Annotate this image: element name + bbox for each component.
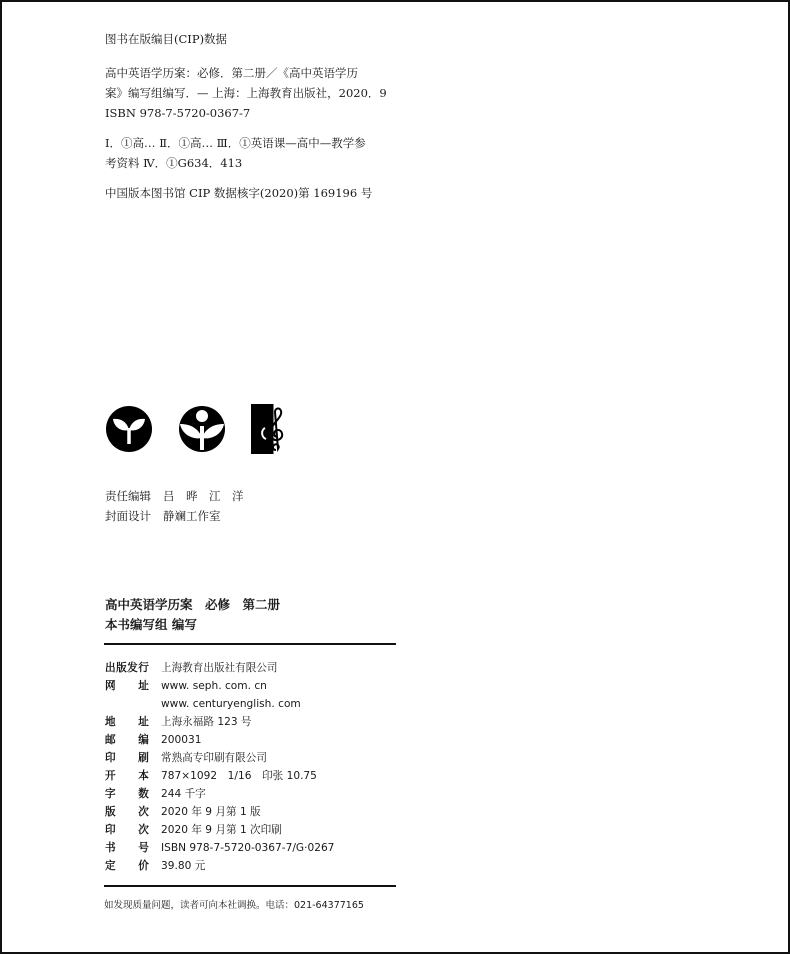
imprint-label: 定 价 <box>105 860 150 872</box>
imprint-row <box>105 839 334 857</box>
credit-label: 封面设计 <box>105 509 151 523</box>
imprint-label: 字 数 <box>105 788 150 800</box>
credit-label: 责任编辑 <box>105 489 151 503</box>
imprint-label: 网 址 <box>105 680 150 692</box>
imprint-value: www. centuryenglish. com <box>161 698 301 710</box>
publisher-sprout-logo <box>105 404 153 454</box>
cip-classification-line-2: 考资料 Ⅳ．①G634．413 <box>105 156 243 170</box>
return-notice: 如发现质量问题，读者可向本社调换。电话：021-64377165 <box>104 900 364 911</box>
book-author: 本书编写组 编写 <box>105 617 197 632</box>
imprint-row <box>105 713 334 731</box>
imprint-table <box>105 659 334 875</box>
imprint-value: 常熟高专印刷有限公司 <box>161 752 267 764</box>
imprint-row <box>105 749 334 767</box>
credit-row-cover-design <box>105 506 244 526</box>
imprint-value: 上海教育出版社有限公司 <box>161 662 278 674</box>
imprint-value: 上海永福路 123 号 <box>161 716 252 728</box>
imprint-row <box>105 857 334 875</box>
divider-top <box>104 643 396 645</box>
imprint-value: 2020 年 9 月第 1 版 <box>161 806 261 818</box>
imprint-row <box>105 821 334 839</box>
imprint-label: 出版发行 <box>105 662 150 674</box>
cip-title-line-2: 案》编写组编写．— 上海：上海教育出版社，2020．9 <box>105 86 387 100</box>
imprint-value: 787×1092 1/16 印张 10.75 <box>161 770 317 782</box>
imprint-value: 39.80 元 <box>161 860 206 872</box>
imprint-label: 印 次 <box>105 824 150 836</box>
imprint-value: 2020 年 9 月第 1 次印刷 <box>161 824 282 836</box>
book-title: 高中英语学历案 必修 第二册 <box>105 597 281 612</box>
imprint-row <box>105 767 334 785</box>
imprint-row <box>105 659 334 677</box>
credit-value: 吕 晔 江 洋 <box>163 489 244 503</box>
imprint-row <box>105 731 334 749</box>
imprint-row <box>105 677 334 695</box>
imprint-row <box>105 785 334 803</box>
imprint-label: 印 刷 <box>105 752 150 764</box>
credits-block <box>105 486 244 526</box>
credit-value: 静斓工作室 <box>163 509 221 523</box>
imprint-label: 版 次 <box>105 806 150 818</box>
publisher-figure-logo <box>176 404 228 454</box>
cip-title-line-1: 高中英语学历案：必修．第二册／《高中英语学历 <box>105 66 358 80</box>
cip-record-number: 中国版本图书馆 CIP 数据核字(2020)第 169196 号 <box>105 186 373 200</box>
imprint-value: www. seph. com. cn <box>161 680 267 692</box>
credit-row-editor <box>105 486 244 506</box>
divider-bottom <box>104 885 396 887</box>
imprint-label: 开 本 <box>105 770 150 782</box>
cip-isbn: ISBN 978-7-5720-0367-7 <box>105 106 251 120</box>
imprint-label: 邮 编 <box>105 734 150 746</box>
cip-heading: 图书在版编目(CIP)数据 <box>105 32 228 46</box>
imprint-row <box>105 803 334 821</box>
imprint-row <box>105 695 334 713</box>
cip-classification-line-1: Ⅰ．①高… Ⅱ．①高… Ⅲ．①英语课—高中—教学参 <box>105 136 366 150</box>
imprint-label: 地 址 <box>105 716 150 728</box>
imprint-value: 244 千字 <box>161 788 206 800</box>
imprint-label: 书 号 <box>105 842 150 854</box>
imprint-value: ISBN 978-7-5720-0367-7/G·0267 <box>161 842 335 854</box>
music-clef-logo <box>251 404 291 454</box>
imprint-value: 200031 <box>161 734 202 746</box>
cip-block <box>105 29 405 203</box>
